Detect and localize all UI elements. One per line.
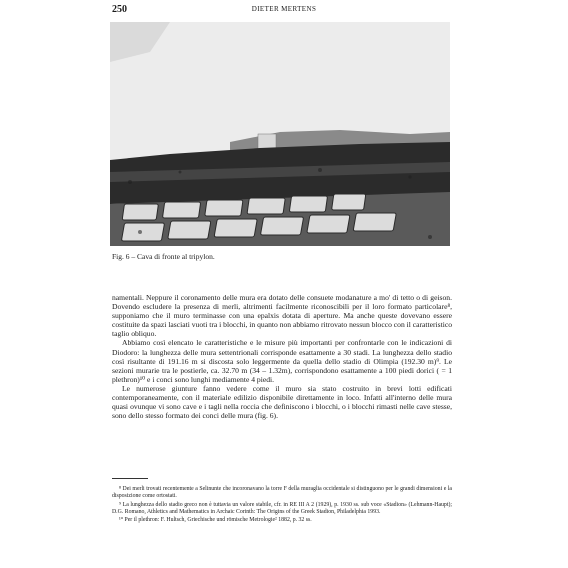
footnotes [112, 486, 452, 526]
paragraph: Abbiamo così elencato le caratteristiche e le misure più importanti per confrontarle con le indicazioni di Diodoro: la lunghezza delle mura settentrionali corrisponde esattamente a 30 stadi. La lunghezza dello stadio così risultante di 191.16 m si discosta solo leggermente da quella dello stadio di Olimpia (192.30 m)⁹. Le sezioni murarie tra le postierle, ca. 32.70 m (34 – 1.32m), corrispondono esattamente a 100 piedi dorici ( = 1 plethron)¹⁰ e i conci sono lunghi mediamente 4 piedi. [112, 338, 452, 384]
footnote: ⁹ La lunghezza dello stadio greco non è tuttavia un valore stabile, cfr. in RE III A 2 (1929), p. 1930 ss. sub voce «Stadion» (Lehmann-Haupt); D.G. Romano, Athletics and Mathematics in Archaic Corinth: The Origins of the Greek Stadion, Philadelphia 1993. [112, 501, 452, 515]
paragraph: Le numerose giunture fanno vedere come il muro sia stato costruito in brevi lotti edificati contemporaneamente, con il materiale edilizio disponibile direttamente in loco. Infatti all'interno delle mura quasi ovunque vi sono cave e i tagli nella roccia che definiscono i blocchi, o i blocchi rimasti nelle cave stesse, sono dello stesso formato dei conci delle mura (fig. 6). [112, 383, 452, 421]
page-number: 250 [112, 4, 127, 15]
figure-photo [110, 22, 450, 246]
figure-caption: Fig. 6 – Cava di fronte al tripylon. [112, 252, 215, 261]
running-head: DIETER MERTENS [251, 5, 317, 13]
paragraph: namentali. Neppure il coronamento delle mura era dotato delle consuete modanature a mo' di tetto o di geison. Dovendo escludere la presenza di merli, altrimenti facilmente riconoscibili per il loro formato particolare⁸, supponiamo che il muro terminasse con una epalxis dotata di aperture. Ma anche queste dovevano essere costituite da spazi lasciati vuoti tra i blocchi, in quanto non abbiamo ritrovato nessun blocco con il caratteristico taglio obliquo. [112, 293, 452, 339]
footnote-divider [112, 478, 148, 479]
quarry-photo [110, 22, 450, 246]
body-text [112, 293, 452, 420]
footnote: ¹⁰ Per il plethron: F. Hultsch, Griechische und römische Metrologie² 1882, p. 32 ss. [119, 517, 312, 523]
footnote: ⁸ Dei merli trovati recentemente a Selinunte che incoronavano la torre F della muraglia occidentale si distinguono per le grandi dimensioni e la disposizione come ortostati. [112, 486, 452, 499]
